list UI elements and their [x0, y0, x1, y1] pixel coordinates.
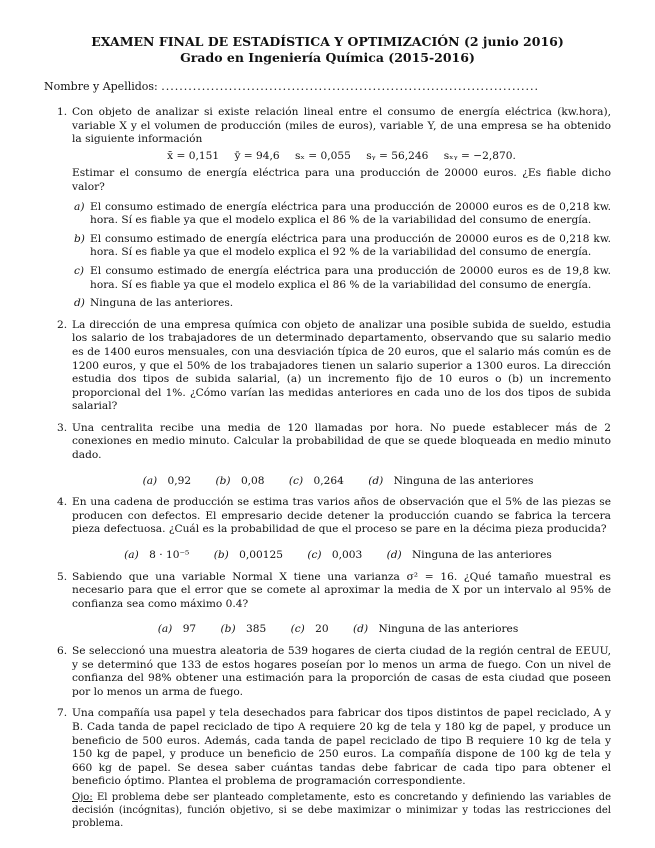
choice-label: (a) [142, 474, 158, 487]
choice-label: (c) [307, 549, 322, 562]
question-text: Una centralita recibe una media de 120 llamadas por hora. No puede establecer más de 2 conexiones en medio minuto. Calcular la probabilidad de que se quede bloqueada en medio minuto dado. [72, 421, 611, 462]
choice-text: 0,264 [313, 474, 344, 487]
option-text: El consumo estimado de energía eléctrica para una producción de 20000 euros es de 0,218 kw. hora. Sí es fiable ya que el modelo explica el 92 % de la variabilidad del consumo de energía. [90, 232, 611, 259]
choice-text: 97 [182, 623, 197, 636]
option-label: c) [74, 264, 85, 277]
choice [143, 475, 199, 487]
question-text: En una cadena de producción se estima tras varios años de observación que el 5% de las piezas se producen con defectos. El empresario decide detener la producción cuando se fabrica la tercera pieza defectuosa. ¿Cuál es la probabilidad de que el proceso se pare en la décima pieza producida? [72, 496, 611, 536]
summary-statistics [72, 150, 611, 164]
choice [353, 623, 525, 635]
question-number: 4. [57, 496, 68, 509]
choice [368, 475, 540, 487]
choice-text: 385 [245, 623, 267, 636]
choice [291, 623, 336, 635]
name-dots: .................................................................................... [161, 80, 539, 93]
choice-label: (a) [157, 623, 173, 636]
question-number: 1. [57, 106, 68, 118]
choice [124, 549, 196, 561]
choice-label: (c) [288, 474, 304, 487]
question-text: Con objeto de analizar si existe relación lineal entre el consumo de energía eléctrica (kw.hora), variable X y el volumen de producción (miles de euros), variable Y, de una empresa se ha obtenido la siguiente información [72, 106, 611, 146]
question-number: 3. [57, 421, 68, 434]
note-text: El problema debe ser planteado completamente, esto es concretando y definiendo las variables de decisión (incógnitas), función objetivo, si se debe maximizar o minimizar y todas las restricciones del problema. [72, 791, 611, 829]
question-4 [44, 496, 611, 562]
choice [307, 549, 369, 561]
choice [158, 623, 203, 635]
choice-label: (b) [220, 623, 236, 636]
answer-choices [72, 475, 611, 489]
choice [216, 475, 272, 487]
choice [214, 549, 290, 561]
choice [387, 549, 559, 561]
choice-label: (c) [290, 623, 305, 636]
choice [289, 475, 351, 487]
choice-text: 0,00125 [239, 549, 283, 562]
option-label: a) [74, 200, 85, 213]
question-text: La dirección de una empresa química con objeto de analizar una posible subida de sueldo, estudia los salario de los trabajadores de un determinado departamento, observando que su salario medio es de 1400 euros mensuales, con una desviación típica de 20 euros, que el salario más común es de 1200 euros, y que el 50% de los trabajadores tienen un salario superior a 1300 euros. La dirección estudia dos tipos de subida salarial, (a) un incremento fijo de 10 euros o (b) un incremento proporcional del 1%. ¿Cómo varían las medidas anteriores en cada uno de los dos tipos de subida salarial? [72, 318, 611, 413]
question-number: 6. [57, 645, 68, 657]
name-label: Nombre y Apellidos: [44, 80, 158, 93]
question-7 [44, 707, 611, 830]
answer-option [72, 233, 611, 260]
note-label: Ojo: [72, 791, 93, 803]
choice-text: 20 [315, 623, 329, 636]
formula-term: sᵧ = 56,246 [366, 149, 429, 162]
choice-text: 0,08 [240, 474, 265, 487]
formula-term: sₓ = 0,055 [295, 149, 351, 162]
choice-text: 8 · 10⁻⁵ [149, 549, 190, 562]
answer-choices [72, 549, 611, 563]
formula-term: ȳ = 94,6 [234, 149, 280, 162]
question-text: Sabiendo que una variable Normal X tiene una varianza σ² = 16. ¿Qué tamaño muestral es necesario para que el error que se comete al aproximar la media de X por un intervalo al 95% de confianza sea como máximo 0.4? [72, 570, 611, 610]
choice [221, 623, 274, 635]
question-number: 5. [57, 570, 68, 583]
question-2 [44, 319, 611, 414]
option-text: El consumo estimado de energía eléctrica para una producción de 20000 euros es de 0,218 kw. hora. Sí es fiable ya que el modelo explica el 86 % de la variabilidad del consumo de energía. [90, 200, 611, 227]
choice-label: (d) [386, 549, 402, 562]
choice-text: Ninguna de las anteriores [412, 549, 552, 562]
question-3 [44, 422, 611, 488]
choice-text: 0,003 [331, 549, 363, 562]
choice-label: (a) [124, 549, 139, 562]
question-1 [44, 106, 611, 311]
question-text: Se seleccionó una muestra aleatoria de 539 hogares de cierta ciudad de la región central de EEUU, y se determinó que 133 de estos hogares poseían por lo menos un arma de fuego. Con un nivel de confianza del 98% obtener una estimación para la proporción de casas de esta ciudad que poseen por lo menos un arma de fuego. [72, 645, 611, 698]
question-list [44, 106, 611, 830]
name-field [44, 80, 611, 94]
answer-option [72, 265, 611, 292]
choice-text: 0,92 [167, 474, 192, 487]
choice-text: Ninguna de las anteriores [393, 474, 534, 487]
option-text: Ninguna de las anteriores. [90, 297, 234, 310]
question-subtext: Estimar el consumo de energía eléctrica para una producción de 20000 euros. ¿Es fiable dicho valor? [72, 167, 611, 193]
answer-option [72, 201, 611, 228]
exam-title: EXAMEN FINAL DE ESTADÍSTICA Y OPTIMIZACIÓN (2 junio 2016) [91, 34, 564, 49]
choice-label: (d) [353, 623, 369, 636]
question-5 [44, 571, 611, 637]
question-number: 7. [57, 707, 68, 720]
answer-option [72, 297, 611, 311]
option-label: d) [74, 297, 85, 310]
formula-term: sₓᵧ = −2,870. [443, 149, 516, 162]
option-text: El consumo estimado de energía eléctrica para una producción de 20000 euros es de 19,8 kw. hora. Sí es fiable ya que el modelo explica el 86 % de la variabilidad del consumo de energía. [90, 264, 611, 291]
question-number: 2. [57, 318, 68, 331]
choice-text: Ninguna de las anteriores [378, 623, 519, 636]
answer-options [72, 201, 611, 311]
answer-choices [72, 623, 611, 637]
formula-term: x̄ = 0,151 [167, 149, 220, 162]
exam-subtitle: Grado en Ingeniería Química (2015-2016) [180, 50, 475, 65]
choice-label: (b) [215, 474, 231, 487]
choice-label: (d) [368, 474, 384, 487]
choice-label: (b) [213, 549, 229, 562]
option-label: b) [74, 232, 85, 245]
question-note [72, 791, 611, 830]
question-text: Una compañía usa papel y tela desechados para fabricar dos tipos distintos de papel reciclado, A y B. Cada tanda de papel reciclado de tipo A requiere 20 kg de tela y 180 kg de papel, y produce un beneficio de 500 euros. Además, cada tanda de papel reciclado de tipo B requiere 10 kg de tela y 150 kg de papel, y produce un beneficio de 250 euros. La compañía dispone de 100 kg de tela y 660 kg de papel. Se desea saber cuántas tandas debe fabricar de cada tipo para obtener el beneficio óptimo. Plantea el problema de programación correspondiente. [72, 707, 611, 788]
question-6 [44, 645, 611, 699]
